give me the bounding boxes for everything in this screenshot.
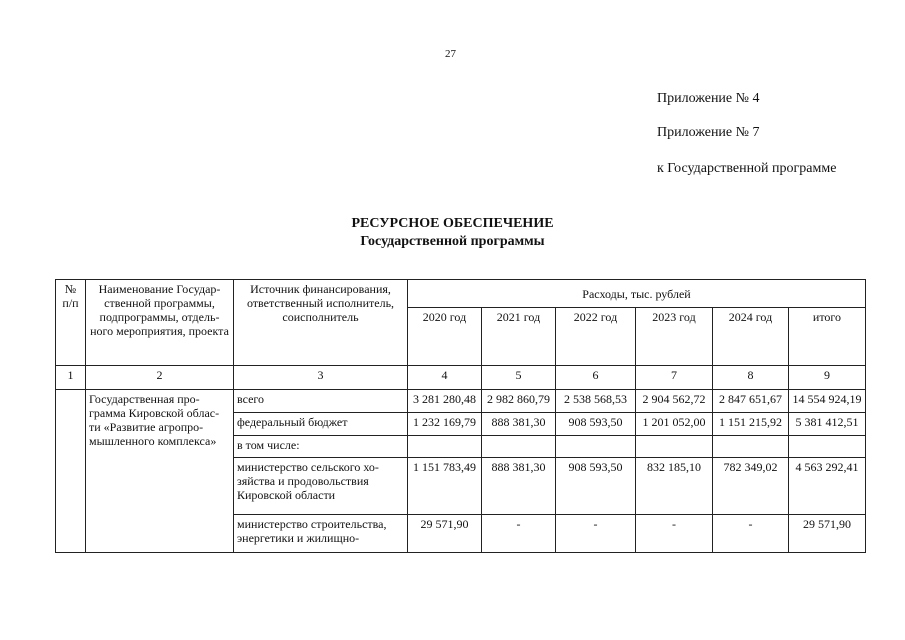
value-cell: 3 281 280,48 [408,390,482,413]
resource-table [55,279,866,553]
value-cell: 832 185,10 [636,458,713,515]
column-number: 7 [636,366,713,390]
value-cell [713,436,789,458]
value-cell: 1 151 783,49 [408,458,482,515]
header-year-2020: 2020 год [408,308,482,366]
header-name: Наименование Государ-ственной программы, подпрограммы, отдель-ного мероприятия, проекта [86,280,234,366]
column-number: 8 [713,366,789,390]
value-cell: 14 554 924,19 [789,390,866,413]
value-cell: 1 232 169,79 [408,413,482,436]
value-cell: 29 571,90 [789,515,866,553]
value-cell: 888 381,30 [482,458,556,515]
column-number: 2 [86,366,234,390]
row-source: министерство сельского хо-зяйства и продовольствия Кировской области [234,458,408,515]
row-number-cell [56,390,86,553]
value-cell: 1 201 052,00 [636,413,713,436]
column-number: 1 [56,366,86,390]
value-cell: 908 593,50 [556,458,636,515]
value-cell: - [636,515,713,553]
value-cell: 5 381 412,51 [789,413,866,436]
value-cell: 2 847 651,67 [713,390,789,413]
header-number: № п/п [56,280,86,366]
document-title: РЕСУРСНОЕ ОБЕСПЕЧЕНИЕ [351,216,554,231]
value-cell: - [713,515,789,553]
header-year-2021: 2021 год [482,308,556,366]
value-cell [636,436,713,458]
appendix-line-2: Приложение № 7 [657,125,760,140]
header-year-2023: 2023 год [636,308,713,366]
header-expenses: Расходы, тыс. рублей [408,280,866,308]
column-number: 6 [556,366,636,390]
value-cell: - [556,515,636,553]
value-cell: 908 593,50 [556,413,636,436]
row-source: всего [234,390,408,413]
appendix-line-3: к Государственной программе [657,161,837,176]
row-source: федеральный бюджет [234,413,408,436]
value-cell: 888 381,30 [482,413,556,436]
column-number: 3 [234,366,408,390]
column-number: 4 [408,366,482,390]
value-cell: 29 571,90 [408,515,482,553]
value-cell: 2 904 562,72 [636,390,713,413]
value-cell [556,436,636,458]
page-number: 27 [445,48,456,60]
header-year-2024: 2024 год [713,308,789,366]
value-cell: 1 151 215,92 [713,413,789,436]
header-total: итого [789,308,866,366]
appendix-line-1: Приложение № 4 [657,91,760,106]
value-cell [482,436,556,458]
header-year-2022: 2022 год [556,308,636,366]
row-source: в том числе: [234,436,408,458]
document-subtitle: Государственной программы [360,234,545,249]
program-name: Государственная про-грамма Кировской облас-ти «Развитие агропро-мышленного комплекса» [86,390,234,553]
value-cell [408,436,482,458]
value-cell: 2 982 860,79 [482,390,556,413]
row-source: министерство строительства, энергетики и жилищно- [234,515,408,553]
column-number: 9 [789,366,866,390]
column-number: 5 [482,366,556,390]
value-cell: 2 538 568,53 [556,390,636,413]
value-cell [789,436,866,458]
value-cell: - [482,515,556,553]
header-source: Источник финансирования, ответственный исполнитель, соисполнитель [234,280,408,366]
value-cell: 4 563 292,41 [789,458,866,515]
value-cell: 782 349,02 [713,458,789,515]
